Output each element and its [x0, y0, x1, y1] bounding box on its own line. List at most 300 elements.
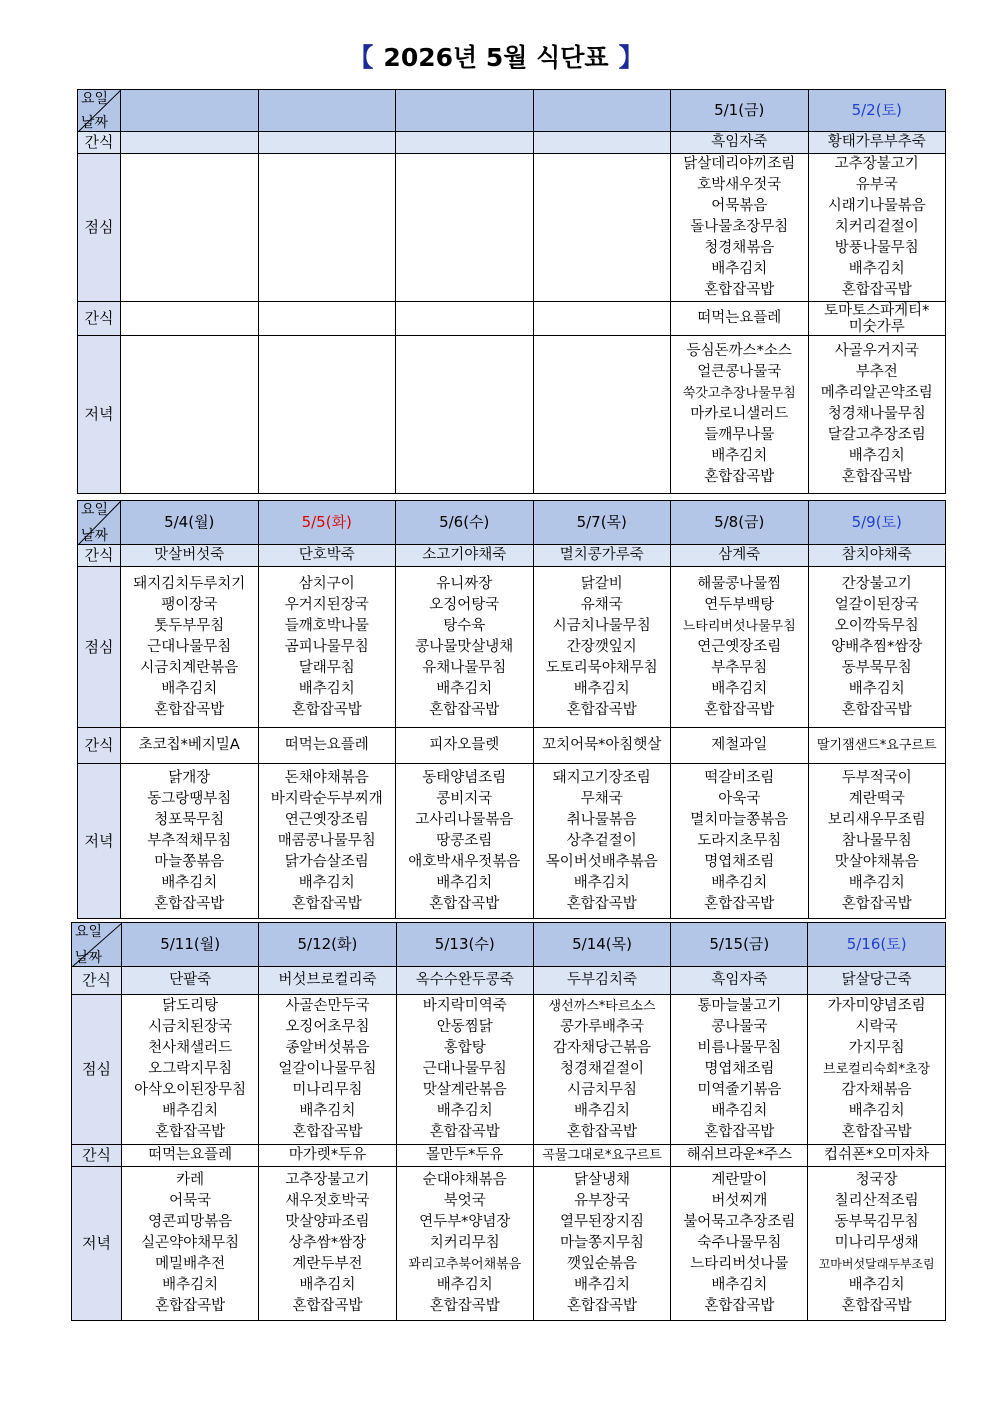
menu-item: 상추겉절이 — [566, 832, 637, 849]
menu-item: 고추장불고기 — [834, 156, 919, 172]
menu-item: 배추김치 — [161, 874, 218, 891]
dinner-row — [78, 336, 946, 494]
snack-cell — [396, 967, 533, 995]
date-cell: 5/12(화) — [259, 923, 396, 967]
menu-item: 새우젓호박국 — [285, 1193, 370, 1209]
snack-item: 두부김치죽 — [567, 972, 638, 988]
menu-item: 배추김치 — [574, 1277, 631, 1293]
menu-item: 연근옛장조림 — [697, 638, 782, 655]
menu-item: 배추김치 — [711, 1277, 768, 1293]
meal-cell — [533, 995, 670, 1145]
snack-label: 간식 — [78, 728, 121, 764]
morning-snack-row — [78, 545, 946, 567]
menu-item: 두부적국이 — [841, 769, 912, 786]
meal-cell — [258, 764, 396, 919]
date-cell: 5/13(수) — [396, 923, 533, 967]
menu-item: 혼합잡곡밥 — [704, 701, 775, 718]
date-cell: 5/6(수) — [396, 501, 534, 545]
menu-item: 부추무침 — [711, 659, 768, 676]
menu-item: 버섯찌개 — [711, 1193, 768, 1209]
menu-item: 생선까스*타르소스 — [548, 999, 656, 1014]
meal-cell — [808, 764, 946, 919]
snack-label: 간식 — [72, 967, 122, 995]
menu-item: 등심돈까스*소스 — [686, 343, 792, 359]
menu-item: 혼합잡곡밥 — [292, 1124, 363, 1140]
meal-cell — [533, 336, 671, 494]
meal-cell — [121, 336, 259, 494]
menu-item: 계란두부전 — [292, 1256, 363, 1272]
afternoon-snack-row — [78, 302, 946, 336]
menu-item: 배추김치 — [573, 680, 630, 697]
menu-item: 감자채당근볶음 — [553, 1040, 652, 1056]
meal-cell — [808, 567, 946, 728]
day-date-corner — [78, 90, 121, 132]
menu-item: 계란말이 — [711, 1172, 768, 1188]
menu-item: 명엽채조림 — [704, 1061, 775, 1077]
menu-item: 어묵국 — [169, 1193, 212, 1209]
menu-item: 배추김치 — [848, 1103, 905, 1119]
dinner-label: 저녁 — [78, 336, 121, 494]
snack-item: 버섯브로컬리죽 — [278, 972, 377, 988]
dinner-label: 저녁 — [72, 1167, 122, 1321]
meal-cell — [671, 764, 809, 919]
menu-item: 닭도리탕 — [162, 998, 219, 1014]
menu-item: 사골손만두국 — [285, 998, 370, 1014]
meal-cell — [671, 567, 809, 728]
menu-item: 혼합잡곡밥 — [567, 1298, 638, 1314]
snack-cell — [258, 728, 396, 764]
corner-date-label: 날짜 — [75, 950, 103, 966]
menu-item: 청국장 — [855, 1172, 898, 1188]
menu-item: 돼지고기장조림 — [552, 769, 651, 786]
day-date-corner — [78, 501, 121, 545]
meal-cell — [671, 995, 808, 1145]
menu-item: 보리새우무조림 — [827, 811, 926, 828]
menu-item: 고추장불고기 — [285, 1172, 370, 1188]
menu-item: 불어묵고추장조림 — [683, 1214, 796, 1230]
snack-cell — [121, 728, 259, 764]
morning-snack-row — [72, 967, 946, 995]
menu-item: 숙주나물무침 — [697, 1235, 782, 1251]
menu-item: 맛살양파조림 — [285, 1214, 370, 1230]
menu-item: 혼합잡곡밥 — [841, 469, 912, 485]
menu-item: 근대나물무침 — [422, 1061, 507, 1077]
meal-cell — [122, 1167, 259, 1321]
menu-item: 오그락지무침 — [148, 1061, 233, 1077]
snack-cell — [533, 302, 671, 336]
menu-item: 혼합잡곡밥 — [155, 1298, 226, 1314]
meal-cell — [258, 336, 396, 494]
morning-snack-row — [78, 132, 946, 154]
menu-item: 유부장국 — [574, 1193, 631, 1209]
week-table-1 — [77, 89, 946, 494]
snack-item: 닭살당근죽 — [841, 972, 912, 988]
dinner-label: 저녁 — [78, 764, 121, 919]
menu-item: 혼합잡곡밥 — [292, 1298, 363, 1314]
date-cell: 5/16(토) — [808, 923, 945, 967]
menu-item: 사골우거지국 — [834, 343, 919, 359]
menu-item: 북엇국 — [443, 1193, 486, 1209]
menu-item: 닭가슴살조림 — [284, 853, 369, 870]
menu-item: 혼합잡곡밥 — [429, 701, 500, 718]
menu-item: 마카로니샐러드 — [690, 406, 789, 422]
menu-item: 혼합잡곡밥 — [841, 1124, 912, 1140]
snack-cell — [671, 728, 809, 764]
menu-item: 콩비지국 — [436, 790, 493, 807]
menu-item: 감자채볶음 — [841, 1082, 912, 1098]
date-header-row — [72, 923, 946, 967]
snack-cell — [533, 967, 670, 995]
snack-cell — [808, 132, 946, 154]
menu-item: 혼합잡곡밥 — [704, 1298, 775, 1314]
snack-cell — [259, 1145, 396, 1167]
menu-item: 들깨무나물 — [704, 427, 775, 443]
snack-cell — [808, 728, 946, 764]
meal-cell — [396, 336, 534, 494]
meal-cell — [808, 995, 945, 1145]
snack-item: 곡물그대로*요구르트 — [542, 1148, 662, 1163]
menu-item: 배추김치 — [711, 680, 768, 697]
snack-item: 맛살버섯죽 — [154, 547, 225, 563]
menu-item: 배추김치 — [299, 1103, 356, 1119]
menu-item: 떡갈비조림 — [704, 769, 775, 786]
menu-item: 오징어초무침 — [285, 1019, 370, 1035]
menu-item: 콩가루배추국 — [560, 1019, 645, 1035]
snack-cell — [671, 302, 809, 336]
menu-item: 달래무침 — [298, 659, 355, 676]
date-cell: 5/7(목) — [533, 501, 671, 545]
menu-item: 상추쌈*쌈장 — [288, 1235, 367, 1251]
menu-item: 유채나물무침 — [422, 659, 507, 676]
menu-item: 천사채샐러드 — [148, 1040, 233, 1056]
snack-item: 미숫가루 — [848, 318, 905, 335]
menu-item: 배추김치 — [298, 680, 355, 697]
date-cell: 5/5(화) — [258, 501, 396, 545]
menu-item: 동부묵김무침 — [834, 1214, 919, 1230]
menu-item: 어묵볶음 — [711, 198, 768, 214]
snack-item: 떠먹는요플레 — [284, 737, 369, 753]
menu-item: 유니짜장 — [436, 575, 493, 592]
menu-item: 땅콩조림 — [436, 832, 493, 849]
snack-cell — [122, 1145, 259, 1167]
menu-item: 미나리무침 — [292, 1082, 363, 1098]
menu-item: 치커리겉절이 — [834, 219, 919, 235]
menu-item: 배추김치 — [711, 261, 768, 277]
menu-item: 도토리묵야채무침 — [545, 659, 658, 676]
menu-item: 배추김치 — [573, 874, 630, 891]
week-table-3 — [71, 922, 946, 1321]
menu-item: 혼합잡곡밥 — [155, 1124, 226, 1140]
lunch-row — [72, 995, 946, 1145]
page-title — [0, 38, 992, 74]
menu-item: 애호박새우젓볶음 — [408, 853, 521, 870]
snack-label: 간식 — [78, 132, 121, 154]
snack-item: 몰만두*두유 — [426, 1147, 504, 1163]
snack-cell — [258, 132, 396, 154]
menu-item: 꼬마버섯달래두부조림 — [818, 1257, 935, 1271]
snack-cell — [259, 967, 396, 995]
menu-item: 호박새우젓국 — [697, 177, 782, 193]
meal-cell — [533, 764, 671, 919]
meal-cell — [533, 567, 671, 728]
meal-cell — [258, 567, 396, 728]
menu-item: 멸치마늘쫑볶음 — [690, 811, 789, 828]
meal-cell — [533, 154, 671, 302]
menu-item: 배추김치 — [436, 874, 493, 891]
date-cell: 5/14(목) — [533, 923, 670, 967]
menu-item: 혼합잡곡밥 — [704, 895, 775, 912]
snack-cell — [533, 545, 671, 567]
date-header-row — [78, 90, 946, 132]
week-table-2 — [77, 500, 946, 919]
menu-item: 시금치무침 — [567, 1082, 638, 1098]
snack-cell — [396, 1145, 533, 1167]
day-date-corner — [72, 923, 122, 967]
menu-item: 바지락순두부찌개 — [270, 790, 383, 807]
date-cell — [533, 90, 671, 132]
snack-item: 소고기야채죽 — [422, 547, 507, 563]
menu-item: 시락국 — [855, 1019, 898, 1035]
snack-item: 옥수수완두콩죽 — [415, 972, 514, 988]
menu-item: 배추김치 — [436, 1277, 493, 1293]
menu-item: 시금치된장국 — [148, 1019, 233, 1035]
meal-cell — [671, 154, 809, 302]
date-cell — [121, 90, 259, 132]
snack-cell — [396, 132, 534, 154]
menu-item: 혼합잡곡밥 — [704, 282, 775, 298]
menu-item: 순대야채볶음 — [422, 1172, 507, 1188]
menu-item: 연근옛장조림 — [284, 811, 369, 828]
menu-item: 간장깻잎지 — [566, 638, 637, 655]
snack-item: 피자오믈렛 — [429, 737, 500, 753]
corner-day-label: 요일 — [81, 91, 109, 107]
title-bracket-left: 【 — [348, 43, 374, 72]
snack-cell — [121, 302, 259, 336]
meal-cell — [396, 567, 534, 728]
menu-item: 배추김치 — [711, 874, 768, 891]
menu-item: 배추김치 — [436, 680, 493, 697]
menu-item: 배추김치 — [711, 1103, 768, 1119]
snack-label: 간식 — [78, 545, 121, 567]
snack-item: 단호박죽 — [298, 547, 355, 563]
menu-item: 맛살야채볶음 — [834, 853, 919, 870]
menu-item: 혼합잡곡밥 — [567, 1124, 638, 1140]
snack-cell — [533, 728, 671, 764]
date-cell: 5/4(월) — [121, 501, 259, 545]
menu-item: 칠리산적조림 — [834, 1193, 919, 1209]
menu-item: 동태양념조림 — [422, 769, 507, 786]
date-header-row — [78, 501, 946, 545]
menu-item: 양배추찜*쌈장 — [831, 638, 923, 655]
meal-cell — [808, 336, 946, 494]
snack-item: 삼계죽 — [718, 547, 761, 563]
menu-item: 가자미양념조림 — [827, 998, 926, 1014]
lunch-label: 점심 — [72, 995, 122, 1145]
meal-cell — [396, 1167, 533, 1321]
menu-item: 느타리버섯나물 — [690, 1256, 789, 1272]
menu-item: 배추김치 — [848, 448, 905, 464]
snack-cell — [122, 967, 259, 995]
menu-item: 부추적채무침 — [147, 832, 232, 849]
snack-cell — [258, 302, 396, 336]
meal-cell — [122, 995, 259, 1145]
snack-cell — [808, 1145, 945, 1167]
menu-item: 들깨호박나물 — [284, 617, 369, 634]
date-cell: 5/9(토) — [808, 501, 946, 545]
meal-cell — [808, 1167, 945, 1321]
menu-item: 부추전 — [855, 364, 898, 380]
menu-item: 배추김치 — [436, 1103, 493, 1119]
menu-item: 맛살계란볶음 — [422, 1082, 507, 1098]
menu-item: 열무된장지짐 — [560, 1214, 645, 1230]
menu-item: 계란떡국 — [848, 790, 905, 807]
menu-item: 영콘피망볶음 — [148, 1214, 233, 1230]
menu-item: 얼갈이된장국 — [834, 596, 919, 613]
menu-item: 배추김치 — [162, 1277, 219, 1293]
snack-cell — [808, 967, 945, 995]
menu-item: 닭살냉채 — [574, 1172, 631, 1188]
meal-cell — [533, 1167, 670, 1321]
meal-cell — [396, 995, 533, 1145]
meal-cell — [259, 1167, 396, 1321]
menu-item: 해물콩나물찜 — [697, 575, 782, 592]
menu-item: 무채국 — [580, 790, 623, 807]
menu-item: 메밀배추전 — [155, 1256, 226, 1272]
snack-cell — [671, 545, 809, 567]
meal-cell — [121, 764, 259, 919]
menu-item: 배추김치 — [574, 1103, 631, 1119]
menu-item: 혼합잡곡밥 — [704, 469, 775, 485]
menu-item: 가지무침 — [848, 1040, 905, 1056]
snack-item: 컵쉬폰*오미자차 — [823, 1147, 930, 1163]
menu-item: 혼합잡곡밥 — [841, 895, 912, 912]
menu-item: 동그랑땡부침 — [147, 790, 232, 807]
menu-item: 방풍나물무침 — [834, 240, 919, 256]
menu-item: 배추김치 — [711, 448, 768, 464]
snack-item: 떠먹는요플레 — [697, 310, 782, 326]
menu-item: 간장불고기 — [841, 575, 912, 592]
menu-item: 느타리버섯나물무침 — [682, 618, 796, 634]
menu-item: 안동찜닭 — [436, 1019, 493, 1035]
menu-item: 혼합잡곡밥 — [429, 1298, 500, 1314]
lunch-label: 점심 — [78, 567, 121, 728]
snack-cell — [396, 728, 534, 764]
snack-cell — [533, 1145, 670, 1167]
date-cell: 5/15(금) — [671, 923, 808, 967]
menu-item: 연두부*양념장 — [419, 1214, 511, 1230]
menu-item: 혼합잡곡밥 — [841, 1298, 912, 1314]
date-cell — [258, 90, 396, 132]
snack-item: 참치야채죽 — [841, 547, 912, 563]
menu-item: 비름나물무침 — [697, 1040, 782, 1056]
meal-cell — [396, 764, 534, 919]
afternoon-snack-row — [72, 1145, 946, 1167]
corner-date-label: 날짜 — [81, 115, 109, 131]
menu-item: 닭갈비 — [580, 575, 623, 592]
snack-cell — [258, 545, 396, 567]
menu-item: 통마늘불고기 — [697, 998, 782, 1014]
snack-cell — [671, 1145, 808, 1167]
menu-item: 돌나물초장무침 — [690, 219, 789, 235]
menu-item: 청포묵무침 — [154, 811, 225, 828]
dinner-row — [72, 1167, 946, 1321]
menu-item: 얼갈이나물무침 — [278, 1061, 377, 1077]
date-cell: 5/8(금) — [671, 501, 809, 545]
menu-item: 목이버섯배추볶음 — [545, 853, 658, 870]
meal-cell — [671, 1167, 808, 1321]
menu-item: 곰피나물무침 — [284, 638, 369, 655]
menu-item: 도라지초무침 — [697, 832, 782, 849]
menu-item: 근대나물무침 — [147, 638, 232, 655]
snack-cell — [808, 302, 946, 336]
meal-cell — [258, 154, 396, 302]
menu-item: 유채국 — [580, 596, 623, 613]
menu-item: 실곤약야채무침 — [141, 1235, 240, 1251]
menu-item: 혼합잡곡밥 — [154, 701, 225, 718]
menu-item: 연두부백탕 — [704, 596, 775, 613]
menu-item: 오징어탕국 — [429, 596, 500, 613]
menu-item: 취나물볶음 — [566, 811, 637, 828]
snack-cell — [671, 132, 809, 154]
menu-item: 배추김치 — [848, 1277, 905, 1293]
snack-item: 해쉬브라운*주스 — [686, 1147, 792, 1163]
snack-item: 단팥죽 — [169, 972, 212, 988]
menu-item: 마늘쫑볶음 — [154, 853, 225, 870]
menu-item: 혼합잡곡밥 — [429, 895, 500, 912]
menu-item: 홍합탕 — [443, 1040, 486, 1056]
menu-item: 동부묵무침 — [841, 659, 912, 676]
lunch-row — [78, 154, 946, 302]
menu-item: 청경채겉절이 — [560, 1061, 645, 1077]
title-text: 2026년 5월 식단표 — [383, 43, 609, 72]
snack-item: 흑임자죽 — [711, 972, 768, 988]
snack-item: 흑임자죽 — [711, 134, 768, 150]
snack-cell — [808, 545, 946, 567]
menu-item: 매콤콩나물무침 — [277, 832, 376, 849]
menu-item: 아욱국 — [718, 790, 761, 807]
menu-item: 청경채볶음 — [704, 240, 775, 256]
menu-item: 달갈고추장조림 — [827, 427, 926, 443]
menu-item: 마늘쫑지무침 — [560, 1235, 645, 1251]
snack-label: 간식 — [78, 302, 121, 336]
menu-item: 유부국 — [855, 177, 898, 193]
menu-item: 혼합잡곡밥 — [841, 282, 912, 298]
menu-item: 배추김치 — [161, 680, 218, 697]
date-cell — [396, 90, 534, 132]
meal-cell — [121, 567, 259, 728]
dinner-row — [78, 764, 946, 919]
menu-item: 청경채나물무침 — [827, 406, 926, 422]
menu-item: 혼합잡곡밥 — [154, 895, 225, 912]
menu-item: 시금치나물무침 — [552, 617, 651, 634]
title-bracket-right: 】 — [618, 43, 644, 72]
menu-item: 쑥갓고추장나물무침 — [682, 386, 796, 401]
corner-day-label: 요일 — [75, 924, 103, 940]
meal-cell — [808, 154, 946, 302]
date-cell: 5/11(월) — [122, 923, 259, 967]
menu-item: 배추김치 — [848, 680, 905, 697]
menu-item: 고사리나물볶음 — [415, 811, 514, 828]
meal-cell — [396, 154, 534, 302]
menu-item: 탕수육 — [443, 617, 486, 634]
menu-item: 혼합잡곡밥 — [291, 895, 362, 912]
menu-item: 깻잎순볶음 — [567, 1256, 638, 1272]
date-cell: 5/1(금) — [671, 90, 809, 132]
snack-item: 딸기잼샌드*요구르트 — [816, 738, 937, 753]
menu-item: 삼치구이 — [298, 575, 355, 592]
snack-label: 간식 — [72, 1145, 122, 1167]
menu-item: 미역줄기볶음 — [697, 1082, 782, 1098]
